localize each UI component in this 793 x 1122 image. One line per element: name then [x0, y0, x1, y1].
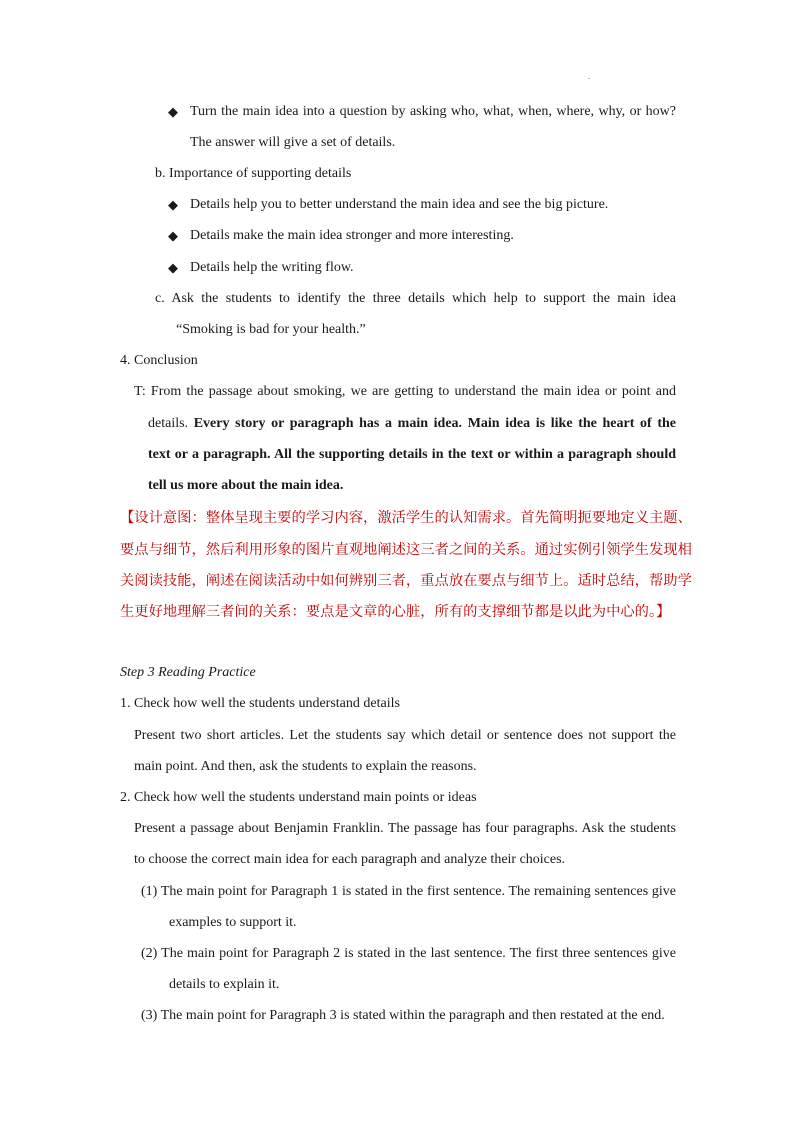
conclusion-bold-text: Every story or paragraph has a main idea. Main idea is like the heart of the — [193, 416, 677, 431]
numbered-point-line: examples to support it. — [169, 915, 297, 930]
conclusion-line: T: From the passage about smoking, we are getting to understand the main idea or point and — [134, 384, 676, 399]
section-heading-conclusion: 4. Conclusion — [120, 353, 198, 368]
conclusion-line — [148, 414, 676, 434]
conclusion-bold-text: tell us more about the main idea. — [148, 478, 344, 493]
design-note-line: 【设计意图：整体呈现主要的学习内容，激活学生的认知需求。首先简明扼要地定义主题、 — [120, 510, 692, 526]
paragraph-line: Present a passage about Benjamin Franklin. The passage has four paragraphs. Ask the students — [134, 821, 676, 836]
bullet-text: Turn the main idea into a question by asking who, what, when, where, why, or how? — [190, 104, 676, 119]
paragraph-line: main point. And then, ask the students to explain the reasons. — [134, 759, 477, 774]
design-note-line: 要点与细节，然后利用形象的图片直观地阐述这三者之间的关系。通过实例引领学生发现相 — [120, 542, 692, 558]
quote-text: “Smoking is bad for your health.” — [176, 322, 366, 337]
list-item-heading: 1. Check how well the students understand details — [120, 696, 400, 711]
list-item-heading: 2. Check how well the students understand main points or ideas — [120, 790, 477, 805]
diamond-bullet-icon: ◆ — [168, 104, 178, 119]
diamond-bullet-icon: ◆ — [168, 197, 178, 212]
design-note-line: 关阅读技能，阐述在阅读活动中如何辨别三者，重点放在要点与细节上。适时总结，帮助学 — [120, 573, 692, 589]
design-note-line: 生更好地理解三者间的关系：要点是文章的心脏，所有的支撑细节都是以此为中心的。】 — [120, 604, 671, 620]
numbered-point-line: details to explain it. — [169, 977, 280, 992]
stray-mark — [588, 78, 590, 79]
bullet-text-continuation: The answer will give a set of details. — [190, 135, 396, 150]
numbered-point-line: (2) The main point for Paragraph 2 is stated in the last sentence. The first three sentences give — [141, 946, 676, 961]
paragraph-line: to choose the correct main idea for each paragraph and analyze their choices. — [134, 852, 566, 867]
numbered-point-line: (1) The main point for Paragraph 1 is stated in the first sentence. The remaining sentences give — [141, 884, 676, 899]
subheading-c: c. Ask the students to identify the three details which help to support the main idea — [155, 291, 676, 306]
bullet-text: Details make the main idea stronger and more interesting. — [190, 228, 514, 243]
bullet-text: Details help you to better understand the main idea and see the big picture. — [190, 197, 609, 212]
subheading-b: b. Importance of supporting details — [155, 166, 352, 181]
diamond-bullet-icon: ◆ — [168, 260, 178, 275]
step-heading: Step 3 Reading Practice — [120, 665, 256, 680]
diamond-bullet-icon: ◆ — [168, 228, 178, 243]
conclusion-text: details. — [148, 416, 189, 431]
conclusion-bold-text: text or a paragraph. All the supporting details in the text or within a paragraph should — [148, 447, 676, 462]
bullet-text: Details help the writing flow. — [190, 260, 354, 275]
numbered-point-line: (3) The main point for Paragraph 3 is stated within the paragraph and then restated at the end. — [141, 1008, 665, 1023]
paragraph-line: Present two short articles. Let the students say which detail or sentence does not support the — [134, 728, 676, 743]
